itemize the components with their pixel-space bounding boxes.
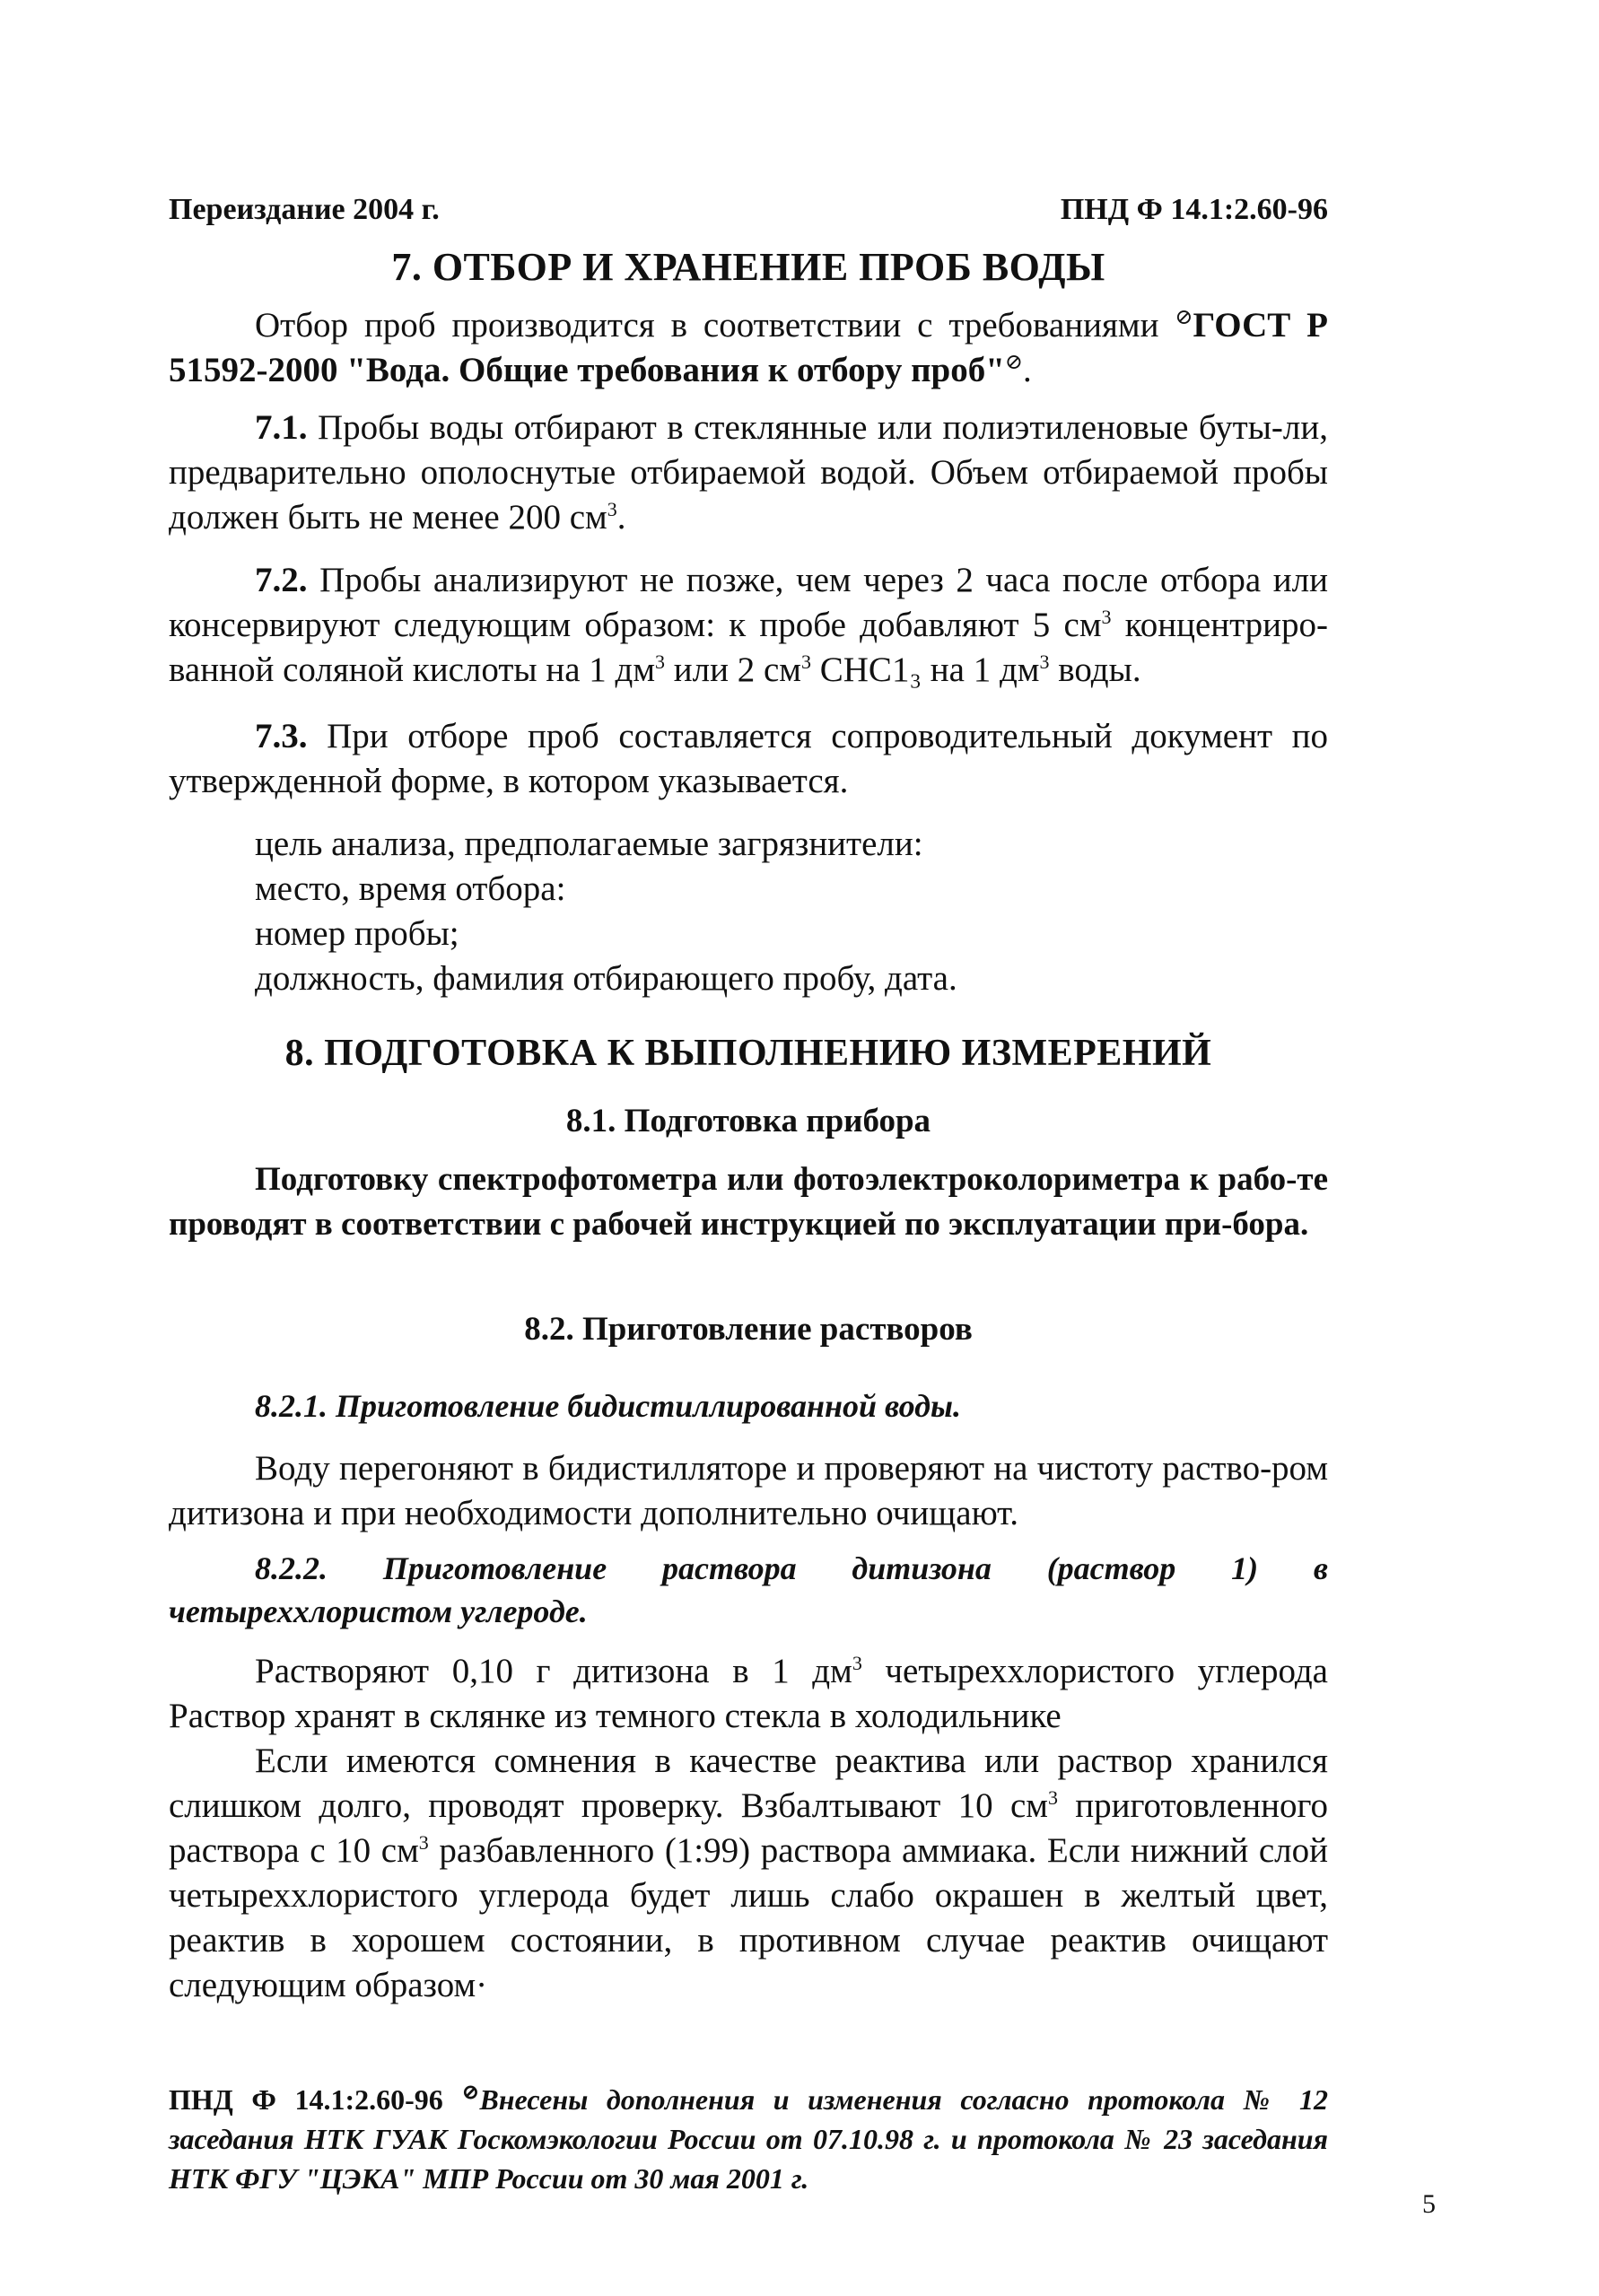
list-item: номер пробы; bbox=[255, 914, 459, 953]
paragraph-7-1: 7.1. Пробы воды отбирают в стеклянные или полиэтиленовые буты-ли, предварительно ополоснутые отбираемой водой. Объем отбираемой пробы должен быть не менее 200 $см^3$. bbox=[169, 408, 1328, 537]
amendment-mark: ⊘ bbox=[461, 2081, 480, 2105]
list-item: цель анализа, предполагаемые загрязнители: bbox=[255, 825, 923, 863]
section-8-1-title: 8.1. Подготовка прибора bbox=[565, 1103, 931, 1139]
paragraph-7-2: 7.2. Пробы анализируют не позже, чем через 2 часа после отбора или консервируют следующим образом: к пробе добавляют 5 $см^3$ концентриро-ванной соляной кислоты на 1 $дм^3$ или 2 $см^3$ CHC1₃ на 1 $дм^3$ воды. bbox=[169, 561, 1328, 689]
clause-number: 7.1. bbox=[255, 408, 308, 447]
amendment-mark: ⊘ bbox=[1004, 351, 1023, 374]
section-8-2-title: 8.2. Приготовление растворов bbox=[524, 1311, 973, 1348]
amendment-mark: ⊘ bbox=[1175, 306, 1193, 329]
section-8-title: 8. ПОДГОТОВКА К ВЫПОЛНЕНИЮ ИЗМЕРЕНИЙ bbox=[284, 1033, 1212, 1074]
footnote-text: Внесены дополнения и изменения согласно протокола № 12 заседания НТК ГУАК Госкомэкологии России от 07.10.98 г. и протокола № 23 заседания НТК ФГУ "ЦЭКА" МПР России от 30 мая 2001 г. bbox=[169, 2083, 1328, 2195]
edition-header: Переиздание 2004 г. bbox=[169, 193, 440, 226]
section-8-2-1-text: Воду перегоняют в бидистилляторе и проверяют на чистоту раство-ром дитизона и при необходимости дополнительно очищают. bbox=[169, 1449, 1328, 1532]
clause-number: 7.2. bbox=[255, 561, 308, 599]
section-7-title: 7. ОТБОР И ХРАНЕНИЕ ПРОБ ВОДЫ bbox=[391, 245, 1105, 289]
sample-document-fields-list bbox=[255, 822, 1328, 1001]
list-item: должность, фамилия отбирающего пробу, дата. bbox=[255, 959, 957, 998]
page-number: 5 bbox=[1422, 2189, 1436, 2219]
section-8-1-text: Подготовку спектрофотометра или фотоэлектроколориметра к рабо-те проводят в соответствии с рабочей инструкцией по эксплуатации при-бора. bbox=[169, 1161, 1328, 1243]
gost-reference: ГОСТ Р 51592-2000 "Вода. Общие требования к отбору проб" bbox=[169, 306, 1328, 389]
section-8-2-1-title: 8.2.1. Приготовление бидистиллированной воды. bbox=[255, 1388, 962, 1424]
section-8-2-2-title: 8.2.2. Приготовление раствора дитизона (раствор 1) в четыреххлористом углероде. bbox=[169, 1550, 1328, 1629]
clause-number: 7.3. bbox=[255, 717, 308, 755]
section-7-intro: Отбор проб производится в соответствии с требованиями ⊘ГОСТ Р 51592-2000 "Вода. Общие требования к отбору проб"⊘. bbox=[169, 306, 1328, 389]
section-8-2-2-paragraph-1: Растворяют 0,10 г дитизона в 1 $дм^3$ четыреххлористого углерода Раствор хранят в склянке из темного стекла в холодильнике bbox=[169, 1652, 1328, 1735]
document-code-header: ПНД Ф 14.1:2.60-96 bbox=[1060, 193, 1328, 226]
footnote-document-code: ПНД Ф 14.1:2.60-96 bbox=[169, 2083, 462, 2116]
amendment-footnote bbox=[169, 2080, 1328, 2198]
section-8-2-2-paragraph-2: Если имеются сомнения в качестве реактива или раствор хранился слишком долго, проводят проверку. Взбалтывают 10 $см^3$ приготовленного раствора с 10 $см^3$ разбавленного (1:99) раствора аммиака. Если нижний слой четыреххлористого углерода будет лишь слабо окрашен в желтый цвет, реактив в хорошем состоянии, в противном случае реактив очищают следующим образом· bbox=[169, 1742, 1329, 2004]
list-item: место, время отбора: bbox=[255, 869, 566, 908]
intro-text: Отбор проб производится в соответствии с требованиями bbox=[255, 306, 1175, 345]
paragraph-7-3: 7.3. При отборе проб составляется сопроводительный документ по утвержденной форме, в котором указывается. bbox=[169, 717, 1328, 800]
